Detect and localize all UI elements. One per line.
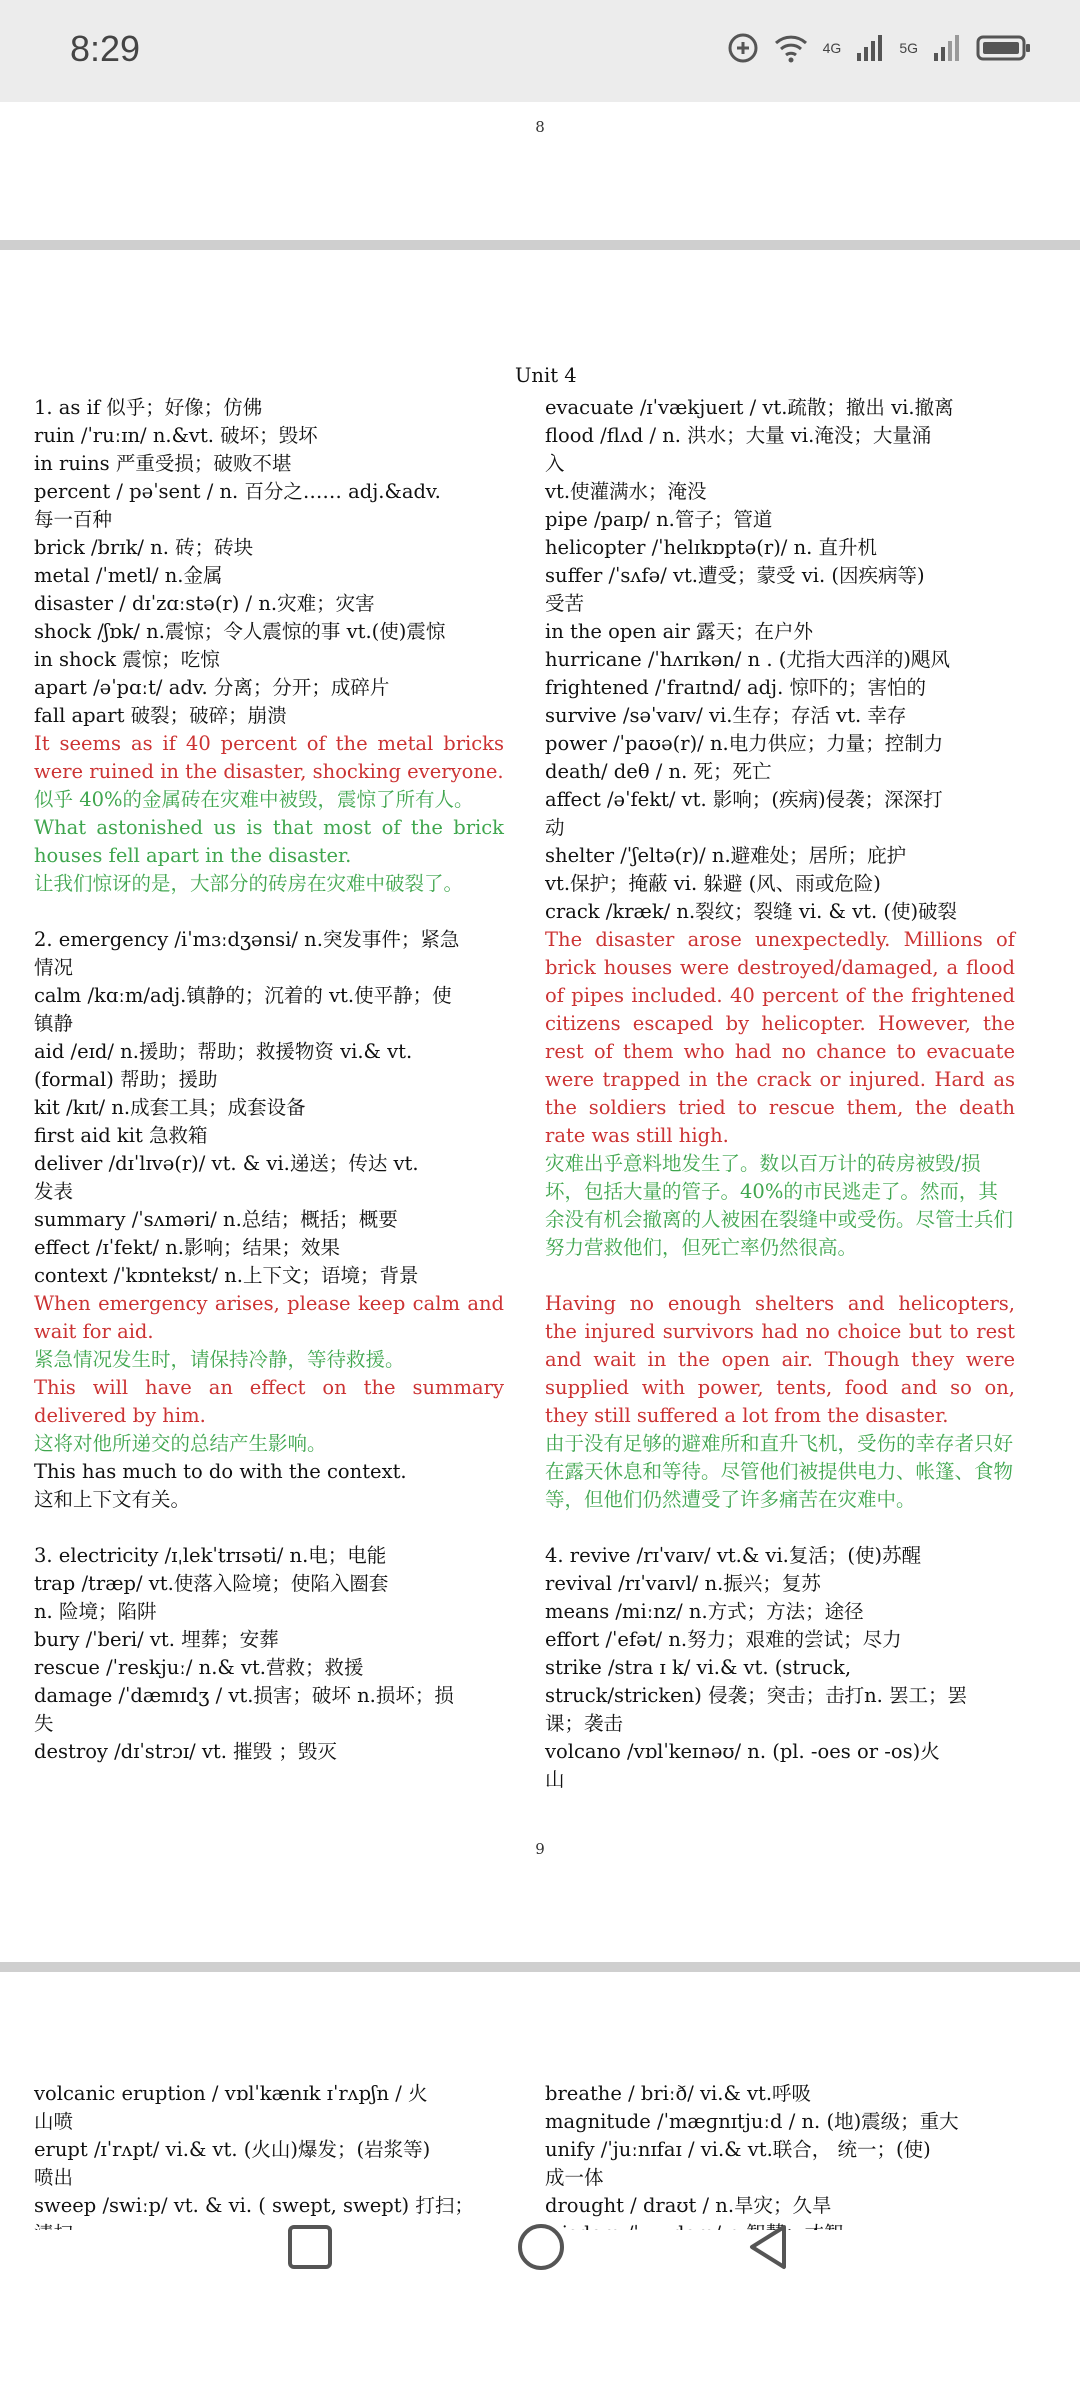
vocab-line: deliver /dɪˈlɪvə(r)/ vt. & vi.递送；传达 vt.: [34, 1152, 419, 1175]
vocab-line: 入: [545, 452, 565, 475]
recent-apps-button[interactable]: [285, 2222, 335, 2272]
page-number-8: 8: [535, 118, 545, 136]
example-cn: 这将对他所递交的总结产生影响。: [34, 1432, 327, 1455]
vocab-line: effect /ɪˈfekt/ n.影响；结果；效果: [34, 1236, 340, 1259]
vocab-line: revival /rɪˈvaɪvl/ n.振兴；复苏: [545, 1572, 821, 1595]
vocab-line: bury /ˈberi/ vt. 埋葬；安葬: [34, 1628, 279, 1651]
vocab-line: shock /ʃɒk/ n.震惊；令人震惊的事 vt.(使)震惊: [34, 620, 446, 643]
vocab-line: 1. as if 似乎；好像；仿佛: [34, 396, 263, 419]
signal-icon: [855, 33, 885, 63]
vocab-line: brick /brɪk/ n. 砖；砖块: [34, 536, 254, 559]
vocab-line: 2. emergency /iˈmɜːdʒənsi/ n.突发事件；紧急: [34, 928, 460, 951]
example-cn: 让我们惊讶的是，大部分的砖房在灾难中破裂了。: [34, 872, 464, 895]
vocab-line: pipe /paɪp/ n.管子；管道: [545, 508, 773, 531]
vocab-line: 喷出: [34, 2166, 74, 2189]
vocab-line: sweep /swiːp/ vt. & vi. ( swept, swept) 打扫；: [34, 2194, 474, 2217]
vocab-line: suffer /ˈsʌfə/ vt.遭受；蒙受 vi. (因疾病等): [545, 564, 925, 587]
example-en: It seems as if 40 percent of the metal bricks were ruined in the disaster, shocking everyone.: [34, 732, 504, 783]
status-time: 8:29: [70, 28, 141, 69]
vocab-line: 受苦: [545, 592, 585, 615]
vocab-line: frightened /ˈfraɪtnd/ adj. 惊吓的；害怕的: [545, 676, 927, 699]
vocab-line: 情况: [34, 956, 74, 979]
vocab-line: survive /səˈvaɪv/ vi.生存；存活 vt. 幸存: [545, 704, 907, 727]
vocab-line: evacuate /ɪˈvækjueɪt / vt.疏散；撤出 vi.撤离: [545, 396, 954, 419]
vocab-line: 3. electricity /ɪˌlekˈtrɪsəti/ n.电；电能: [34, 1544, 387, 1567]
passage-cn: 灾难出乎意料地发生了。数以百万计的砖房被毁/损坏，包括大量的管子。40%的市民逃走了。然而，其余没有机会撤离的人被困在裂缝中或受伤。尽管士兵们努力营救他们，但死亡率仍然很高。: [545, 1152, 1014, 1259]
vocab-line: power /ˈpaʊə(r)/ n.电力供应；力量；控制力: [545, 732, 944, 755]
vocab-line: flood /flʌd / n. 洪水；大量 vi.淹没；大量涌: [545, 424, 932, 447]
vocab-line: volcanic eruption / vɒlˈkænɪk ɪˈrʌpʃn / 火: [34, 2082, 428, 2105]
vocab-line: in the open air 露天；在户外: [545, 620, 814, 643]
vocab-line: 山喷: [34, 2110, 74, 2133]
example-en: This has much to do with the context.: [34, 1460, 407, 1483]
vocab-line: (formal) 帮助；援助: [34, 1068, 218, 1091]
battery-icon: [976, 33, 1032, 63]
wifi-icon: [773, 33, 809, 63]
status-icons: [727, 32, 1032, 64]
vocab-line: struck/stricken) 侵袭；突击；击打n. 罢工；罢: [545, 1684, 968, 1707]
vocab-line: 失: [34, 1712, 54, 1735]
vocab-line: n. 险境；陷阱: [34, 1600, 157, 1623]
example-cn: 似乎 40%的金属砖在灾难中被毁，震惊了所有人。: [34, 788, 474, 811]
vocab-line: vt.保护；掩蔽 vi. 躲避 (风、雨或危险): [545, 872, 881, 895]
vocab-line: shelter /ˈʃeltə(r)/ n.避难处；居所；庇护: [545, 844, 907, 867]
back-button[interactable]: [744, 2222, 794, 2272]
vocab-line: fall apart 破裂；破碎；崩溃: [34, 704, 287, 727]
vocab-line: aid /eɪd/ n.援助；帮助；救援物资 vi.& vt.: [34, 1040, 413, 1063]
passage-en: The disaster arose unexpectedly. Millions of brick houses were destroyed/damaged, a flood of pipes included. 40 percent of the frightened citizens escaped by helicopter. However, the rest of them who had no chance to evacuate were trapped in the crack or injured. Hard as the soldiers tried to rescue them, the death rate was still high.: [545, 928, 1015, 1147]
left-column: [34, 394, 504, 1766]
vocab-line: 发表: [34, 1180, 74, 1203]
vocab-line: context /ˈkɒntekst/ n.上下文；语境；背景: [34, 1264, 419, 1287]
vocab-line: 动: [545, 816, 565, 839]
home-button[interactable]: [516, 2222, 566, 2272]
page-separator: [0, 1962, 1080, 1972]
vocab-line: effort /ˈefət/ n.努力；艰难的尝试；尽力: [545, 1628, 902, 1651]
example-cn: 紧急情况发生时，请保持冷静，等待救援。: [34, 1348, 405, 1371]
example-en: When emergency arises, please keep calm and wait for aid.: [34, 1292, 504, 1343]
vocab-line: breathe / briːð/ vi.& vt.呼吸: [545, 2082, 812, 2105]
vocab-line: hurricane /ˈhʌrɪkən/ n . (尤指大西洋的)飓风: [545, 648, 950, 671]
vocab-line: 山: [545, 1768, 565, 1791]
passage-en: Having no enough shelters and helicopters, the injured survivors had no choice but to rest and wait in the open air. Though they were supplied with power, tents, food and so on, they still suffered a lot from the disaster.: [545, 1292, 1015, 1427]
example-en: What astonished us is that most of the brick houses fell apart in the disaster.: [34, 816, 504, 867]
status-bar: [0, 0, 1080, 102]
signal-label-5g: 5G: [899, 40, 918, 56]
unit-title: Unit 4: [515, 364, 577, 387]
passage-cn: 由于没有足够的避难所和直升飞机，受伤的幸存者只好在露天休息和等待。尽管他们被提供电力、帐篷、食物等，但他们仍然遭受了许多痛苦在灾难中。: [545, 1432, 1014, 1511]
signal-icon-2: [932, 33, 962, 63]
vocab-line: kit /kɪt/ n.成套工具；成套设备: [34, 1096, 306, 1119]
vocab-line: rescue /ˈreskjuː/ n.& vt.营救；救援: [34, 1656, 364, 1679]
right-column: [545, 394, 1015, 1794]
vocab-line: helicopter /ˈhelɪkɒptə(r)/ n. 直升机: [545, 536, 878, 559]
vocab-line: calm /kɑːm/adj.镇静的；沉着的 vt.使平静；使: [34, 984, 452, 1007]
vocab-line: crack /kræk/ n.裂纹；裂缝 vi. & vt. (使)破裂: [545, 900, 958, 923]
vocab-line: disaster / dɪˈzɑːstə(r) / n.灾难；灾害: [34, 592, 375, 615]
data-saver-icon: [727, 32, 759, 64]
vocab-line: erupt /ɪˈrʌpt/ vi.& vt. (火山)爆发；(岩浆等): [34, 2138, 431, 2161]
vocab-line: trap /træp/ vt.使落入险境；使陷入圈套: [34, 1572, 389, 1595]
vocab-line: means /miːnz/ n.方式；方法；途径: [545, 1600, 864, 1623]
vocab-line: damage /ˈdæmɪdʒ / vt.损害；破坏 n.损坏；损: [34, 1684, 454, 1707]
example-cn: 这和上下文有关。: [34, 1488, 191, 1511]
vocab-line: summary /ˈsʌməri/ n.总结；概括；概要: [34, 1208, 398, 1231]
vocab-line: in ruins 严重受损；破败不堪: [34, 452, 292, 475]
vocab-line: magnitude /ˈmæɡnɪtjuːd / n. (地)震级；重大: [545, 2110, 959, 2133]
vocab-line: ruin /ˈruːɪn/ n.&vt. 破坏；毁坏: [34, 424, 318, 447]
vocab-line: 4. revive /rɪˈvaɪv/ vt.& vi.复活；(使)苏醒: [545, 1544, 922, 1567]
vocab-line: affect /əˈfekt/ vt. 影响；(疾病)侵袭；深深打: [545, 788, 943, 811]
vocab-line: 每一百种: [34, 508, 113, 531]
vocab-line: percent / pəˈsent / n. 百分之…… adj.&adv.: [34, 480, 441, 503]
vocab-line: death/ deθ / n. 死；死亡: [545, 760, 772, 783]
vocab-line: strike /stra ɪ k/ vi.& vt. (struck,: [545, 1656, 852, 1679]
vocab-line: 课；袭击: [545, 1712, 624, 1735]
signal-label-4g: 4G: [822, 40, 842, 56]
page-number-9: 9: [535, 1840, 545, 1858]
vocab-line: 镇静: [34, 1012, 74, 1035]
vocab-line: apart /əˈpɑːt/ adv. 分离；分开；成碎片: [34, 676, 390, 699]
vocab-line: drought / draʊt / n.旱灾；久旱: [545, 2194, 832, 2217]
vocab-line: unify /ˈjuːnɪfaɪ / vi.& vt.联合， 统一；(使): [545, 2138, 931, 2161]
vocab-line: metal /ˈmetl/ n.金属: [34, 564, 223, 587]
example-en: This will have an effect on the summary delivered by him.: [34, 1376, 504, 1427]
vocab-line: first aid kit 急救箱: [34, 1124, 208, 1147]
vocab-line: in shock 震惊；吃惊: [34, 648, 220, 671]
vocab-line: volcano /vɒlˈkeɪnəʊ/ n. (pl. -oes or -os)火: [545, 1740, 940, 1763]
vocab-line: destroy /dɪˈstrɔɪ/ vt. 摧毁 ；毁灭: [34, 1740, 337, 1763]
page-separator: [0, 240, 1080, 250]
vocab-line: 成一体: [545, 2166, 604, 2189]
vocab-line: vt.使灌满水；淹没: [545, 480, 707, 503]
